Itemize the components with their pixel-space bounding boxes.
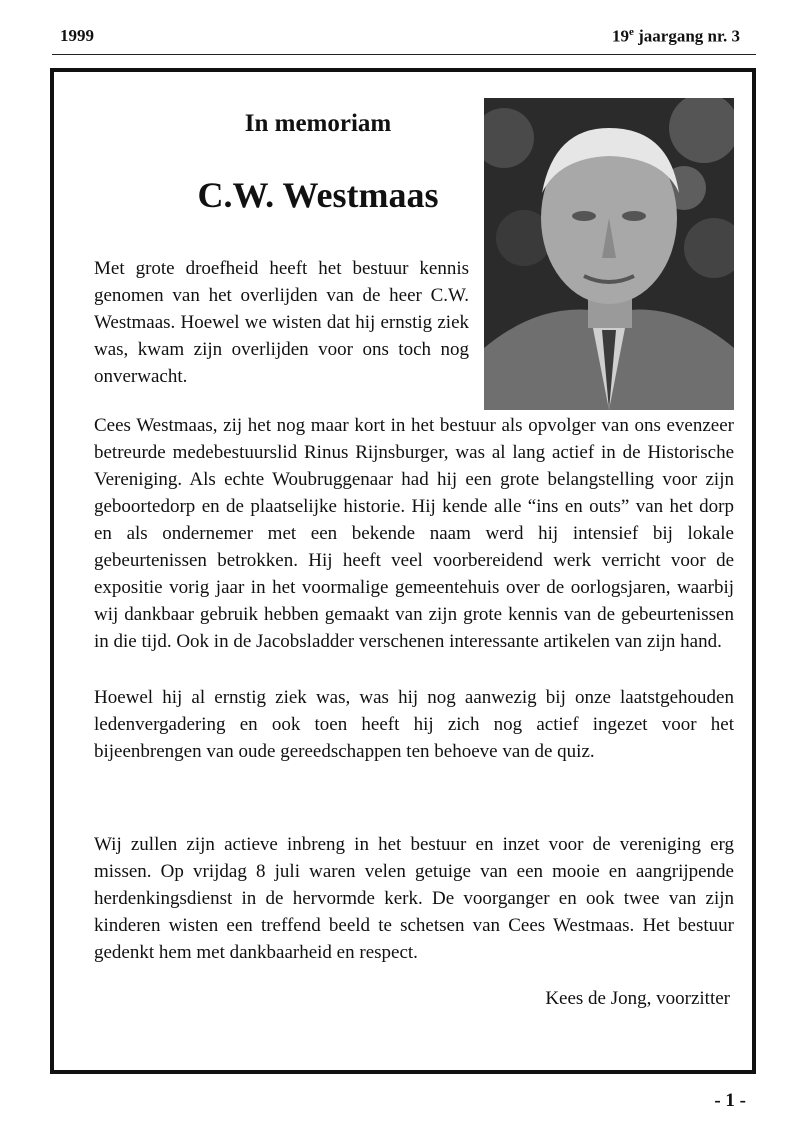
- issue-label: jaargang nr. 3: [633, 26, 740, 46]
- page-number: - 1 -: [714, 1090, 746, 1111]
- header-year: 1999: [60, 26, 94, 45]
- intro-paragraph: Met grote droefheid heeft het bestuur kennis genomen van het overlijden van de heer C.W. Westmaas. Hoewel we wisten dat hij ernstig ziek was, kwam zijn overlijden voor ons toch nog onverwacht.: [94, 258, 469, 387]
- memoriam-heading: In memoriam: [244, 110, 392, 137]
- header-issue: [612, 26, 740, 47]
- memoriam-frame: [50, 68, 756, 1074]
- body-paragraph-2: Hoewel hij al ernstig ziek was, was hij nog aanwezig bij onze laatstgehouden ledenvergadering en ook toen heeft hij zich nog actief ingezet voor het bijeenbrengen van oude gereedschappen ten behoeve van de quiz.: [94, 687, 734, 762]
- signature: Kees de Jong, voorzitter: [545, 988, 730, 1009]
- header-rule: [52, 54, 756, 55]
- portrait-photo: [484, 98, 734, 410]
- deceased-name: C.W. Westmaas: [197, 175, 439, 215]
- portrait-illustration: [484, 98, 734, 410]
- issue-number: 19: [612, 26, 629, 46]
- body-paragraph-3: Wij zullen zijn actieve inbreng in het bestuur en inzet voor de vereniging erg missen. Op vrijdag 8 juli waren velen getuige van een mooie en aangrijpende herdenkingsdienst in de hervormde kerk. De voorganger en ook twee van zijn kinderen wisten een treffend beeld te schetsen van Cees Westmaas. Het bestuur gedenkt hem met dankbaarheid en respect.: [94, 834, 734, 963]
- body-paragraph-1: Cees Westmaas, zij het nog maar kort in het bestuur als opvolger van ons evenzeer betreurde medebestuurslid Rinus Rijnsburger, was al lang actief in de Historische Vereniging. Als echte Woubruggenaar had hij een grote belangstelling voor zijn geboortedorp en de plaatselijke historie. Hij kende alle “ins en outs” van het dorp en als ondernemer met een bekende naam werd hij intensief bij lokale gebeurtenissen betrokken. Hij heeft veel voorbereidend werk verricht voor de expositie vorig jaar in het voormalige gemeentehuis over de oorlogsjaren, waarbij wij dankbaar gebruik hebben gemaakt van zijn grote kennis van de gebeurtenissen in die tijd. Ook in de Jacobsladder verschenen interessante artikelen van zijn hand.: [94, 415, 734, 652]
- issue-superscript: e: [629, 26, 634, 38]
